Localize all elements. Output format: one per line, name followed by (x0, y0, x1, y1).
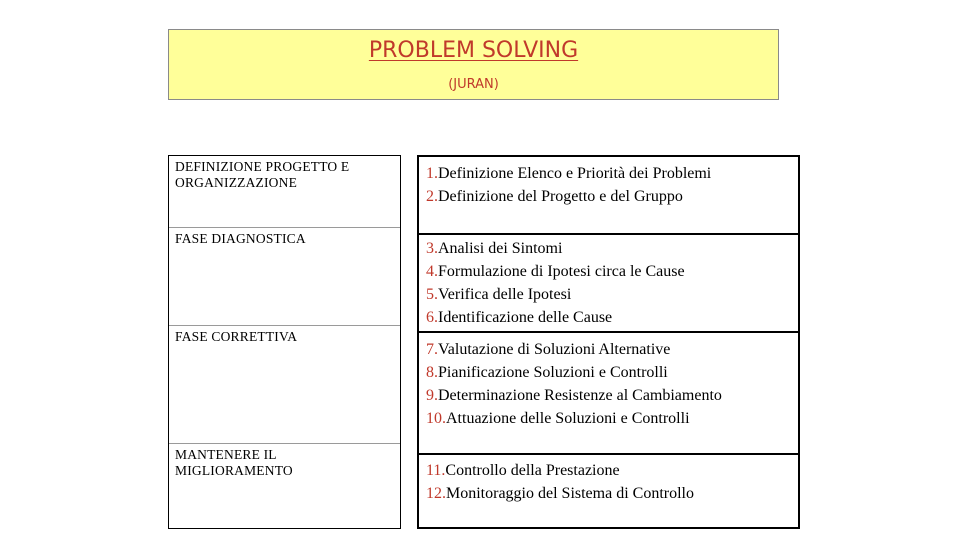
step-item (426, 384, 791, 407)
step-item (426, 482, 791, 505)
steps-column (417, 155, 800, 529)
step-number: 4. (426, 263, 438, 280)
step-item (426, 306, 791, 329)
phase-label-corrective: FASE CORRETTIVA (169, 326, 400, 444)
step-text: Pianificazione Soluzioni e Controlli (438, 364, 668, 381)
step-number: 10. (426, 410, 446, 427)
step-text: Formulazione di Ipotesi circa le Cause (438, 263, 685, 280)
steps-block-definition (419, 157, 798, 235)
step-text: Valutazione di Soluzioni Alternative (438, 341, 671, 358)
step-number: 6. (426, 309, 438, 326)
step-number: 3. (426, 240, 438, 257)
step-text: Definizione Elenco e Priorità dei Problemi (438, 165, 712, 182)
step-item (426, 260, 791, 283)
phase-label-diagnostic: FASE DIAGNOSTICA (169, 228, 400, 326)
step-number: 11. (426, 462, 446, 479)
step-number: 9. (426, 387, 438, 404)
step-text: Identificazione delle Cause (438, 309, 613, 326)
step-item (426, 338, 791, 361)
step-text: Definizione del Progetto e del Gruppo (438, 188, 683, 205)
phase-label-definition: DEFINIZIONE PROGETTO E ORGANIZZAZIONE (169, 156, 400, 228)
page-title: PROBLEM SOLVING (368, 38, 579, 63)
steps-block-maintain (419, 455, 798, 527)
step-item (426, 237, 791, 260)
step-item (426, 459, 791, 482)
step-number: 7. (426, 341, 438, 358)
steps-block-diagnostic (419, 235, 798, 333)
step-text: Determinazione Resistenze al Cambiamento (438, 387, 722, 404)
phase-label-maintain: MANTENERE IL MIGLIORAMENTO (175, 447, 293, 478)
step-item (426, 185, 791, 208)
page-subtitle: (JURAN) (448, 77, 499, 92)
step-text: Attuazione delle Soluzioni e Controlli (446, 410, 690, 427)
phase-column (168, 155, 401, 529)
step-number: 12. (426, 485, 446, 502)
step-text: Controllo della Prestazione (445, 462, 620, 479)
step-number: 2. (426, 188, 438, 205)
step-item (426, 361, 791, 384)
step-text: Verifica delle Ipotesi (438, 286, 572, 303)
step-item (426, 283, 791, 306)
step-text: Analisi dei Sintomi (438, 240, 563, 257)
step-item (426, 162, 791, 185)
step-item (426, 407, 791, 430)
steps-block-corrective (419, 333, 798, 455)
title-box (168, 29, 779, 100)
step-number: 5. (426, 286, 438, 303)
step-text: Monitoraggio del Sistema di Controllo (446, 485, 694, 502)
step-number: 8. (426, 364, 438, 381)
step-number: 1. (426, 165, 438, 182)
